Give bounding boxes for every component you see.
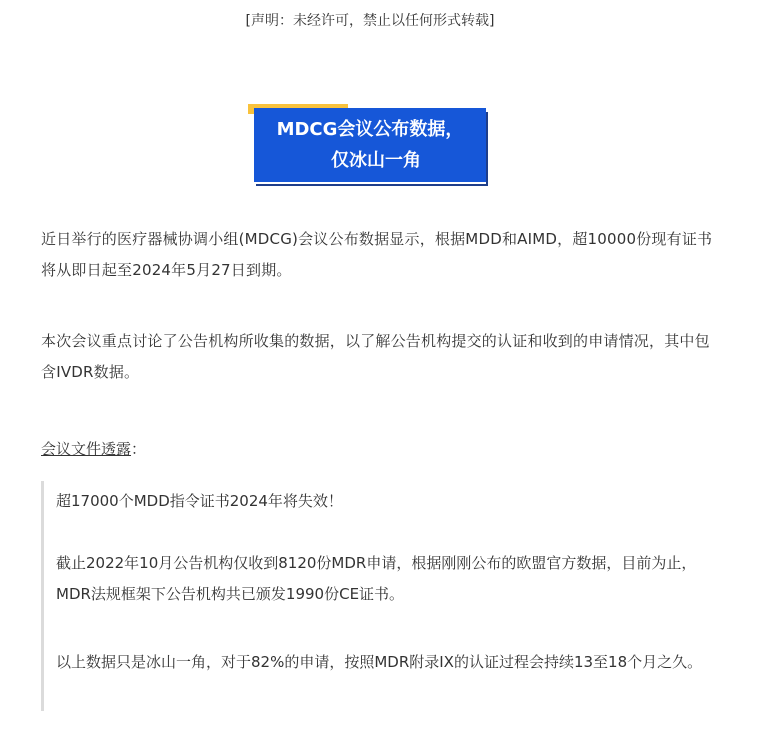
section-title <box>254 108 486 182</box>
paragraph-meeting-focus: 本次会议重点讨论了公告机构所收集的数据，以了解公告机构提交的认证和收到的申请情况，其中包含IVDR数据。 <box>41 332 710 381</box>
section-label <box>41 434 146 465</box>
paragraph-intro: 近日举行的医疗器械协调小组(MDCG)会议公布数据显示，根据MDD和AIMD，超10000份现有证书将从即日起至2024年5月27日到期。 <box>41 230 713 279</box>
disclaimer-text: [声明：未经许可，禁止以任何形式转载] <box>245 13 495 29</box>
title-banner <box>248 104 492 186</box>
quote-paragraph-1: 超17000个MDD指令证书2024年将失效！ <box>56 492 343 510</box>
quote-paragraph-3: 以上数据只是冰山一角，对于82%的申请，按照MDR附录IX的认证过程会持续13至18个月之久。 <box>56 653 703 671</box>
section-label-colon: ： <box>131 440 147 458</box>
section-label-text: 会议文件透露 <box>41 440 132 458</box>
quote-paragraph-2: 截止2022年10月公告机构仅收到8120份MDR申请，根据刚刚公布的欧盟官方数据，目前为止，MDR法规框架下公告机构共已颁发1990份CE证书。 <box>56 554 697 603</box>
section-title-line1: MDCG会议公布数据， <box>276 119 464 140</box>
section-title-line2: 仅冰山一角 <box>331 150 421 171</box>
blockquote <box>41 481 731 711</box>
